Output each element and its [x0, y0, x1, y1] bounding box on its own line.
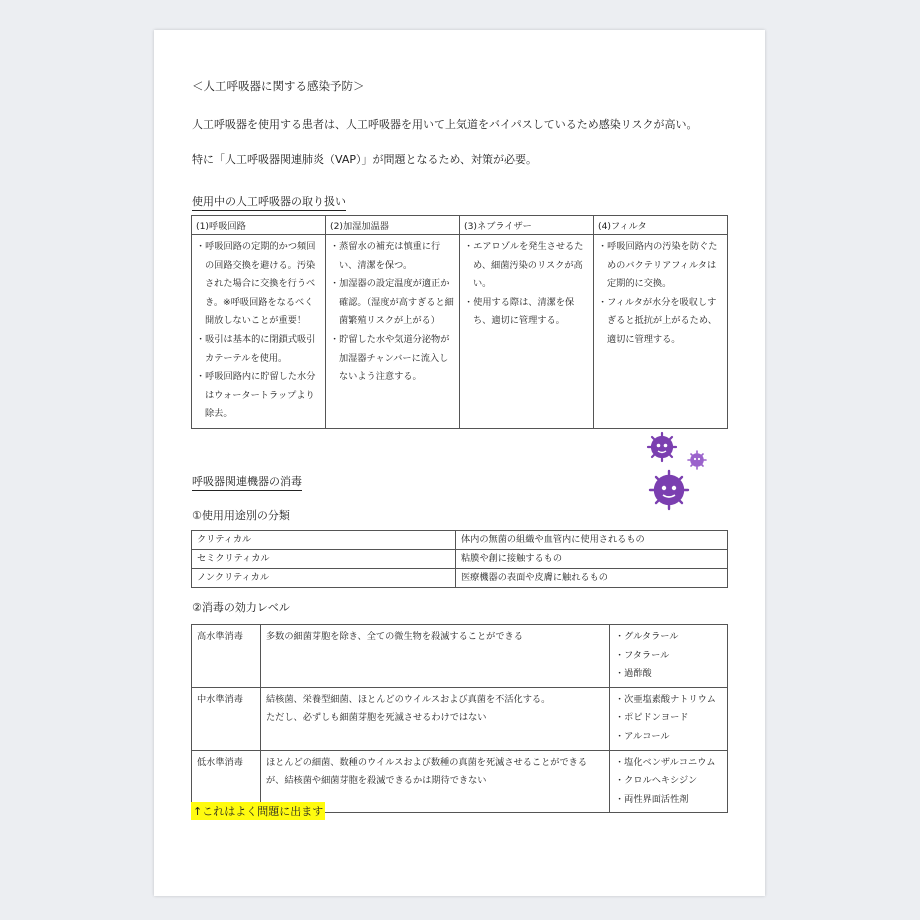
document-page	[154, 30, 765, 896]
classification-desc: 粘膜や創に接触するもの	[456, 550, 728, 569]
section-heading-disinfection: 呼吸器関連機器の消毒	[192, 475, 302, 491]
agent-item: ・ポピドンヨード	[615, 712, 689, 724]
level-desc	[261, 687, 610, 750]
classification-name: セミクリティカル	[192, 550, 456, 569]
level-desc-line: 結核菌、栄養型細菌、ほとんどのウイルスおよび真菌を不活化する。	[266, 693, 551, 705]
classification-name: ノンクリティカル	[192, 569, 456, 588]
column-body	[460, 235, 594, 429]
column-header: (2)加湿加温器	[326, 216, 460, 235]
list-item: ・エアロゾルを発生させるため、細菌汚染のリスクが高い。	[464, 241, 584, 290]
column-header: (4)フィルタ	[594, 216, 728, 235]
column-header: (3)ネブライザー	[460, 216, 594, 235]
level-desc	[261, 625, 610, 688]
list-item: ・使用する際は、清潔を保ち、適切に管理する。	[464, 296, 575, 327]
level-desc-line: 多数の細菌芽胞を除き、全ての微生物を殺滅することができる	[266, 631, 523, 642]
intro-paragraph-2: 特に「人工呼吸器関連肺炎（VAP）」が問題となるため、対策が必要。	[192, 153, 538, 166]
agent-item: ・両性界面活性剤	[615, 793, 689, 805]
list-item: ・貯留した水や気道分泌物が加湿器チャンバーに流入しないよう注意する。	[330, 333, 450, 383]
classification-desc: 医療機器の表面や皮膚に触れるもの	[456, 569, 728, 588]
agent-item: ・アルコール	[615, 730, 670, 742]
subheading-efficacy-level: ②消毒の効力レベル	[192, 601, 290, 614]
list-item: ・呼吸回路内に貯留した水分はウォータートラップより除去。	[196, 371, 316, 420]
level-name: 高水準消毒	[192, 625, 261, 688]
virus-icon	[644, 430, 714, 516]
section-heading-handling: 使用中の人工呼吸器の取り扱い	[192, 195, 346, 211]
list-item: ・加湿器の設定温度が適正か確認。（湿度が高すぎると細菌繁殖リスクが上がる）	[330, 278, 454, 327]
level-desc-line: ただし、必ずしも細菌芽胞を死滅させるわけではない	[266, 712, 487, 724]
agent-item: ・塩化ベンザルコニウム	[615, 756, 716, 768]
level-agents	[610, 750, 728, 813]
subheading-classification: ①使用用途別の分類	[192, 509, 290, 522]
level-name: 中水準消毒	[192, 687, 261, 750]
level-agents	[610, 687, 728, 750]
column-header: (1)呼吸回路	[192, 216, 326, 235]
agent-item: ・クロルヘキシジン	[615, 775, 698, 787]
agent-item: ・過酢酸	[615, 668, 652, 680]
column-body	[326, 235, 460, 429]
highlight-note: ↑これはよく問題に出ます	[191, 802, 325, 820]
agent-item: ・フタラール	[615, 649, 670, 661]
agent-item: ・次亜塩素酸ナトリウム	[615, 693, 716, 705]
column-body	[192, 235, 326, 429]
list-item: ・フィルタが水分を吸収しすぎると抵抗が上がるため、適切に管理する。	[598, 296, 717, 345]
list-item: ・呼吸回路内の汚染を防ぐためのバクテリアフィルタは定期的に交換。	[598, 241, 718, 290]
table-row	[192, 550, 728, 569]
agent-item: ・グルタラール	[615, 631, 679, 642]
level-agents	[610, 625, 728, 688]
level-name: 低水準消毒	[192, 750, 261, 813]
classification-table	[191, 530, 728, 588]
intro-paragraph-1: 人工呼吸器を使用する患者は、人工呼吸器を用いて上気道をバイパスしているため感染リスクが高い。	[192, 118, 698, 131]
list-item: ・呼吸回路の定期的かつ頻回の回路交換を避ける。汚染された場合に交換を行うべき。※呼吸回路をなるべく開放しないことが重要！	[196, 241, 316, 327]
handling-table	[191, 215, 728, 429]
list-item: ・吸引は基本的に閉鎖式吸引カテーテルを使用。	[196, 333, 316, 364]
efficacy-table	[191, 624, 728, 813]
level-desc-line: ほとんどの細菌、数種のウイルスおよび数種の真菌を死滅させることができるが、結核菌や細菌芽胞を殺滅できるかは期待できない	[266, 756, 588, 787]
list-item: ・蒸留水の補充は慎重に行い、清潔を保つ。	[330, 241, 441, 271]
virus-icon	[648, 433, 676, 461]
classification-desc: 体内の無菌の組織や血管内に使用されるもの	[456, 531, 728, 550]
document-title: ＜人工呼吸器に関する感染予防＞	[192, 79, 365, 93]
table-row	[192, 531, 728, 550]
table-row	[192, 625, 728, 688]
classification-name: クリティカル	[192, 531, 456, 550]
column-body	[594, 235, 728, 429]
table-row	[192, 687, 728, 750]
table-row	[192, 569, 728, 588]
